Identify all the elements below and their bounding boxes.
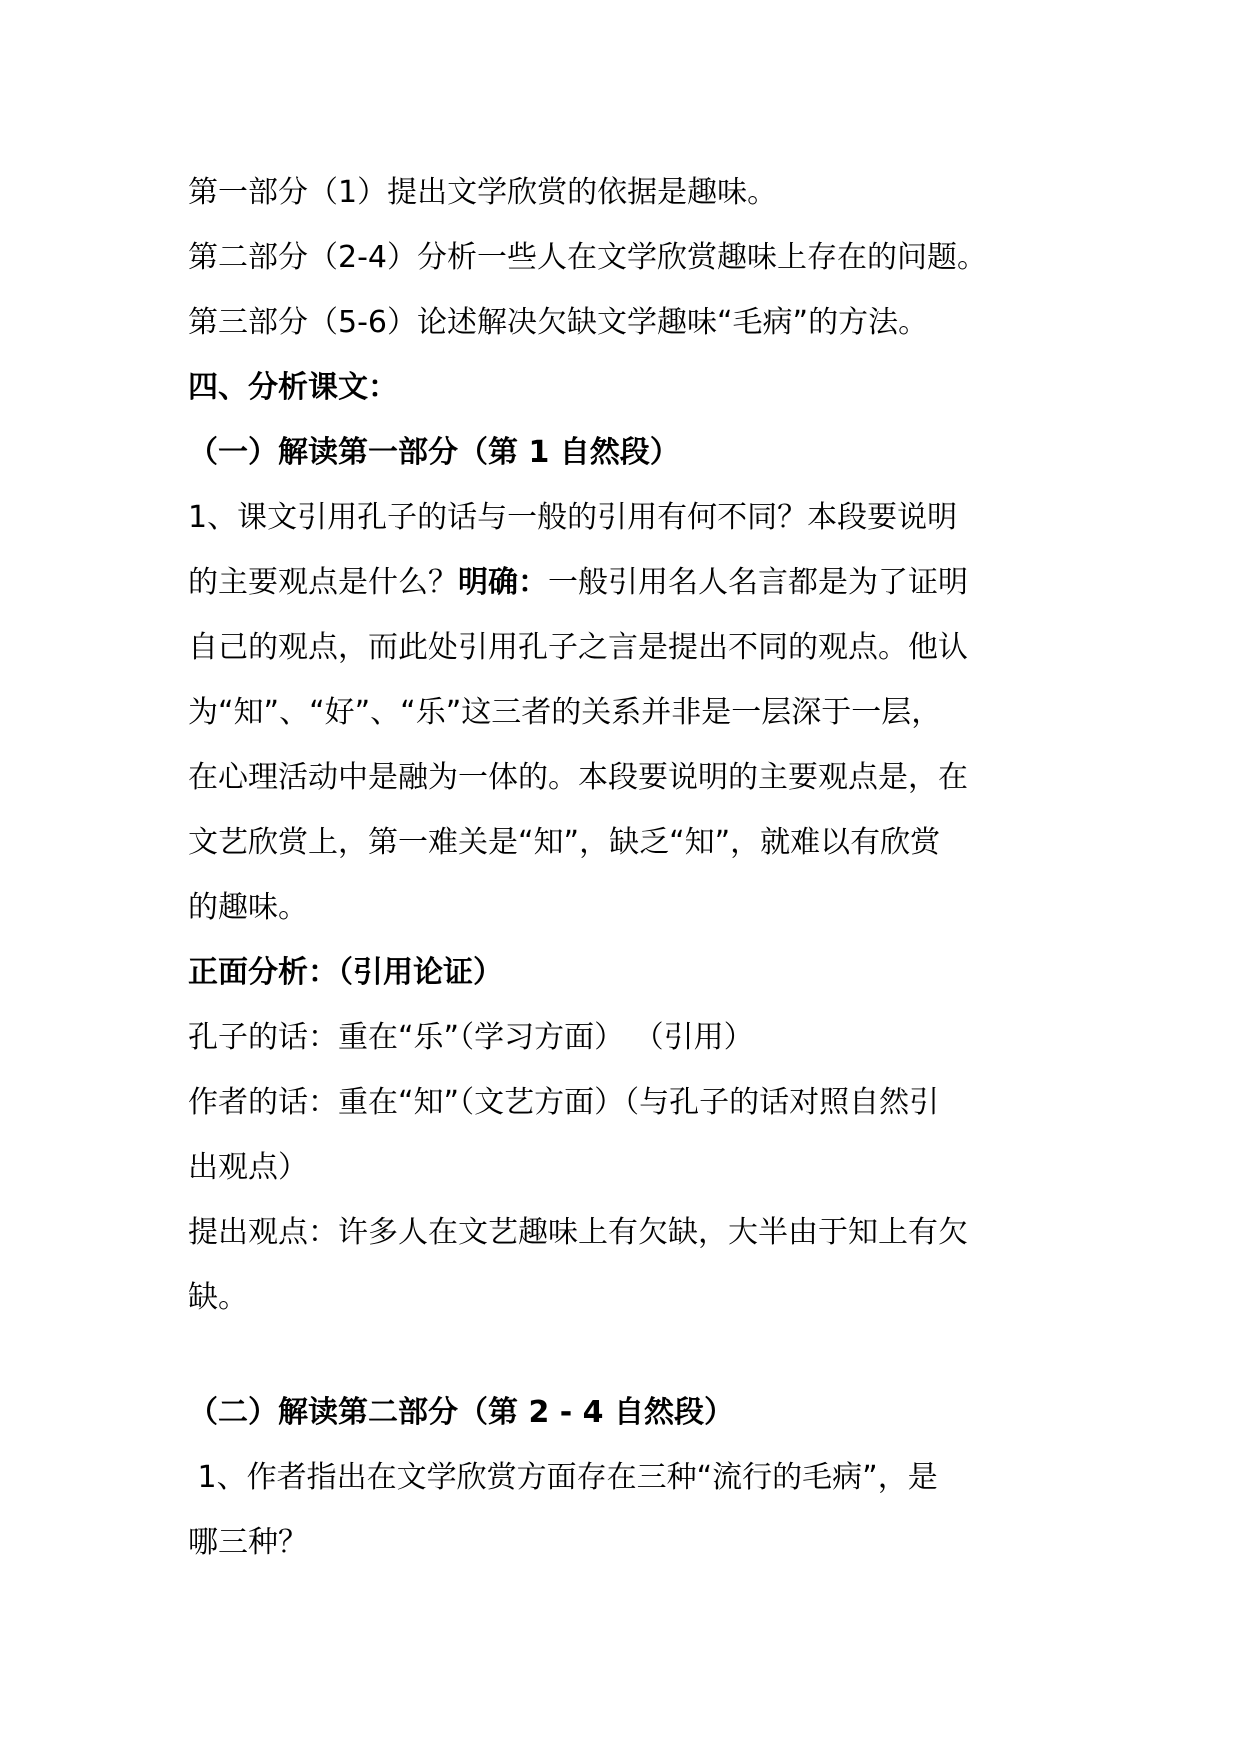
paragraph-line: 的趣味。	[188, 890, 308, 925]
analysis-line: 孔子的话：重在“乐”（学习方面） （引用）	[188, 1020, 754, 1055]
question-one-line: 1、课文引用孔子的话与一般的引用有何不同？本段要说明	[188, 500, 958, 535]
outline-part-three: 第三部分（5-6）论述解决欠缺文学趣味“毛病”的方法。	[188, 305, 929, 340]
subsection-heading-two: （二）解读第二部分（第 2 - 4 自然段）	[188, 1395, 734, 1430]
answer-label: 明确：	[458, 565, 548, 600]
section-heading: 四、分析课文：	[188, 370, 398, 405]
analysis-line: 作者的话：重在“知”（文艺方面）（与孔子的话对照自然引	[188, 1085, 940, 1120]
paragraph-line: 在心理活动中是融为一体的。本段要说明的主要观点是，在	[188, 760, 968, 795]
viewpoint-line: 缺。	[188, 1280, 248, 1315]
analysis-line: 出观点）	[188, 1150, 308, 1185]
outline-part-one: 第一部分（1）提出文学欣赏的依据是趣味。	[188, 175, 778, 210]
viewpoint-line: 提出观点：许多人在文艺趣味上有欠缺，大半由于知上有欠	[188, 1215, 968, 1250]
answer-line-start: 的主要观点是什么？	[188, 565, 458, 600]
answer-line-end: 一般引用名人名言都是为了证明	[548, 565, 968, 600]
analysis-heading: 正面分析：（引用论证）	[188, 955, 503, 990]
answer-line	[188, 550, 1068, 615]
paragraph-gap	[188, 1330, 1068, 1380]
paragraph-line: 自己的观点，而此处引用孔子之言是提出不同的观点。他认	[188, 630, 968, 665]
subsection-heading-one: （一）解读第一部分（第 1 自然段）	[188, 435, 680, 470]
paragraph-line: 文艺欣赏上，第一难关是“知”，缺乏“知”，就难以有欣赏	[188, 825, 941, 860]
question-two-line: 哪三种？	[188, 1525, 308, 1560]
document-page	[188, 160, 1068, 1575]
paragraph-line: 为“知”、“好”、“乐”这三者的关系并非是一层深于一层，	[188, 695, 942, 730]
question-two-line: 1、作者指出在文学欣赏方面存在三种“流行的毛病”，是	[188, 1460, 938, 1495]
outline-part-two: 第二部分（2-4）分析一些人在文学欣赏趣味上存在的问题。	[188, 240, 987, 275]
